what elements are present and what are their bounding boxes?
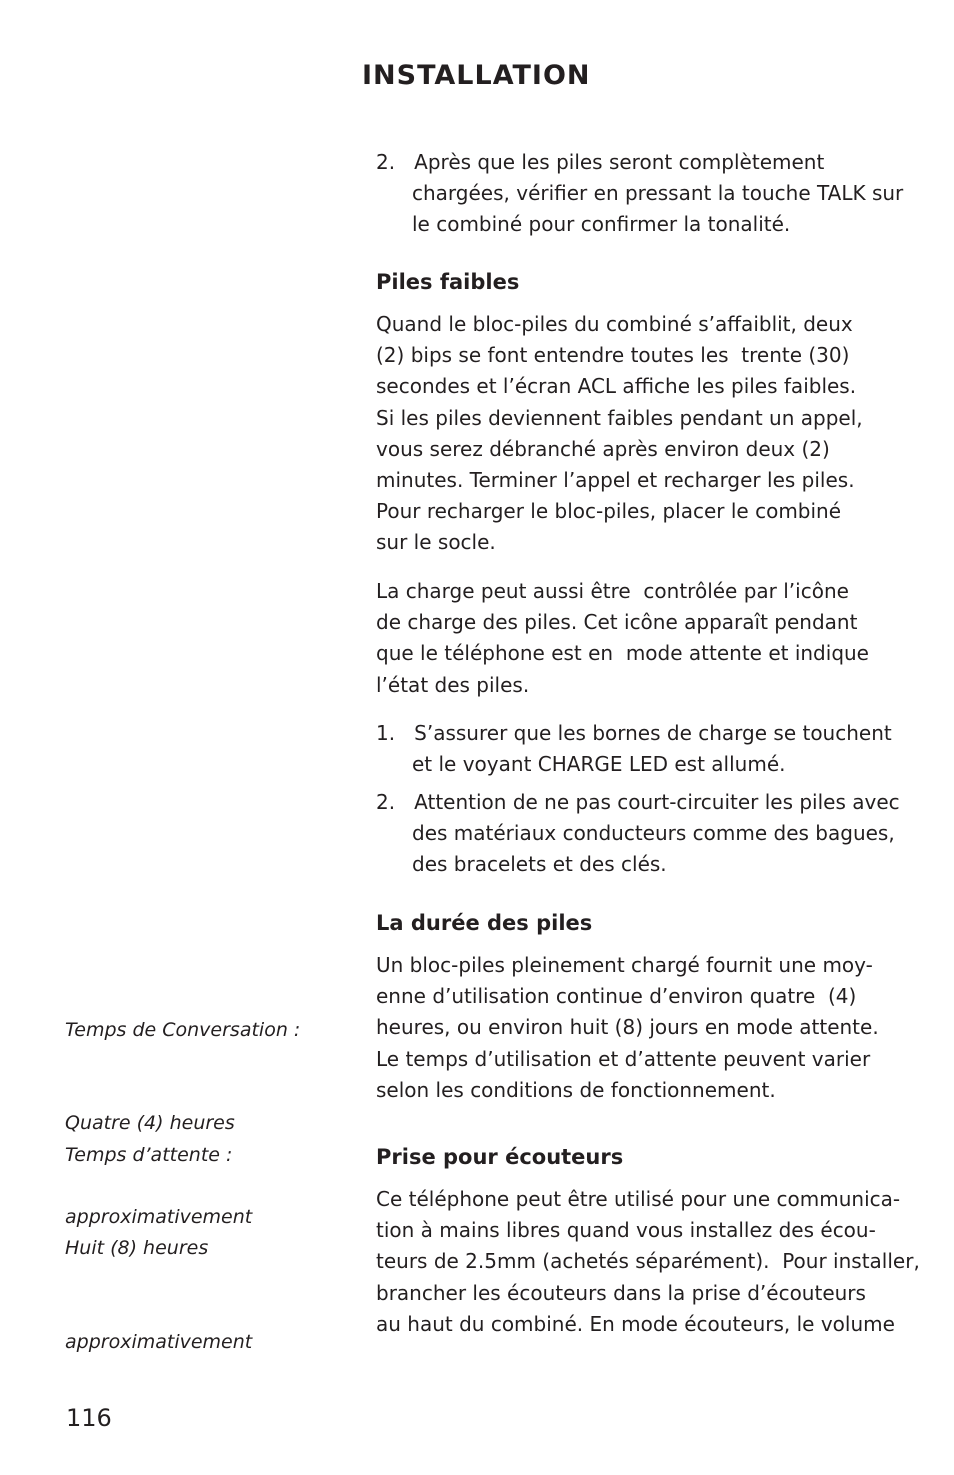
list-item-line: 2. Attention de ne pas court-circuiter les piles avec — [376, 790, 900, 814]
text-line: de charge des piles. Cet icône apparaît pendant — [376, 610, 858, 635]
text-line: heures, ou environ huit (8) jours en mode attente. — [376, 1015, 879, 1040]
list-item-line: chargées, vérifier en pressant la touche TALK sur — [412, 181, 904, 206]
section-heading-duree: La durée des piles — [376, 911, 593, 935]
page-number: 116 — [66, 1404, 112, 1432]
text-line: vous serez débranché après environ deux (2) — [376, 436, 830, 461]
text-line: Temps d’attente : — [65, 1143, 233, 1166]
list-item-line: le combiné pour confirmer la tonalité. — [412, 212, 791, 237]
text-line: Quand le bloc-piles du combiné s’affaiblit, deux — [376, 312, 853, 336]
list-item-line: 1. S’assurer que les bornes de charge se touchent — [376, 721, 892, 745]
paragraph-piles-faibles-1 — [376, 309, 916, 559]
text-line: Huit (8) heures — [65, 1237, 209, 1260]
intro-list — [376, 147, 916, 241]
text-line: secondes et l’écran ACL affiche les piles faibles. — [376, 374, 857, 399]
section-heading-piles-faibles: Piles faibles — [376, 270, 520, 294]
text-line: (2) bips se font entendre toutes les trente (30) — [376, 343, 850, 368]
list-piles-faibles-2 — [376, 787, 916, 881]
text-line: Pour recharger le bloc-piles, placer le combiné — [376, 499, 842, 524]
paragraph-duree — [376, 950, 916, 1106]
text-line: tion à mains libres quand vous installez des écou- — [376, 1218, 876, 1243]
text-line: Si les piles deviennent faibles pendant un appel, — [376, 405, 863, 430]
paragraph-piles-faibles-2 — [376, 576, 916, 701]
section-heading-ecouteurs: Prise pour écouteurs — [376, 1145, 624, 1169]
text-line: au haut du combiné. En mode écouteurs, le volume — [376, 1311, 895, 1336]
list-item-line: des bracelets et des clés. — [412, 852, 667, 877]
page-title: INSTALLATION — [362, 60, 591, 91]
text-line: approximativement — [65, 1206, 253, 1229]
text-line: selon les conditions de fonctionnement. — [376, 1077, 776, 1102]
text-line: sur le socle. — [376, 530, 496, 555]
sidebar-note-standby-time — [65, 1077, 252, 1390]
text-line: approximativement — [65, 1331, 253, 1354]
text-line: Ce téléphone peut être utilisé pour une communica- — [376, 1187, 901, 1211]
text-line: Un bloc-piles pleinement chargé fournit une moy- — [376, 953, 873, 977]
text-line: l’état des piles. — [376, 672, 530, 697]
text-line: enne d’utilisation continue d’environ quatre (4) — [376, 984, 857, 1009]
text-line: brancher les écouteurs dans la prise d’écouteurs — [376, 1280, 866, 1305]
text-line: La charge peut aussi être contrôlée par l’icône — [376, 579, 849, 603]
text-line: Quatre (4) heures — [65, 1112, 235, 1135]
list-item-line: et le voyant CHARGE LED est allumé. — [412, 752, 786, 777]
list-piles-faibles-1 — [376, 718, 916, 780]
text-line: Temps de Conversation : — [65, 1018, 301, 1041]
text-line: Le temps d’utilisation et d’attente peuvent varier — [376, 1046, 871, 1071]
list-item-line: 2. Après que les piles seront complètement — [376, 150, 825, 174]
list-item-line: des matériaux conducteurs comme des bagues, — [412, 821, 895, 846]
text-line: minutes. Terminer l’appel et recharger les piles. — [376, 467, 855, 492]
paragraph-ecouteurs — [376, 1184, 920, 1340]
text-line: teurs de 2.5mm (achetés séparément). Pour installer, — [376, 1249, 920, 1274]
text-line: que le téléphone est en mode attente et indique — [376, 641, 869, 666]
